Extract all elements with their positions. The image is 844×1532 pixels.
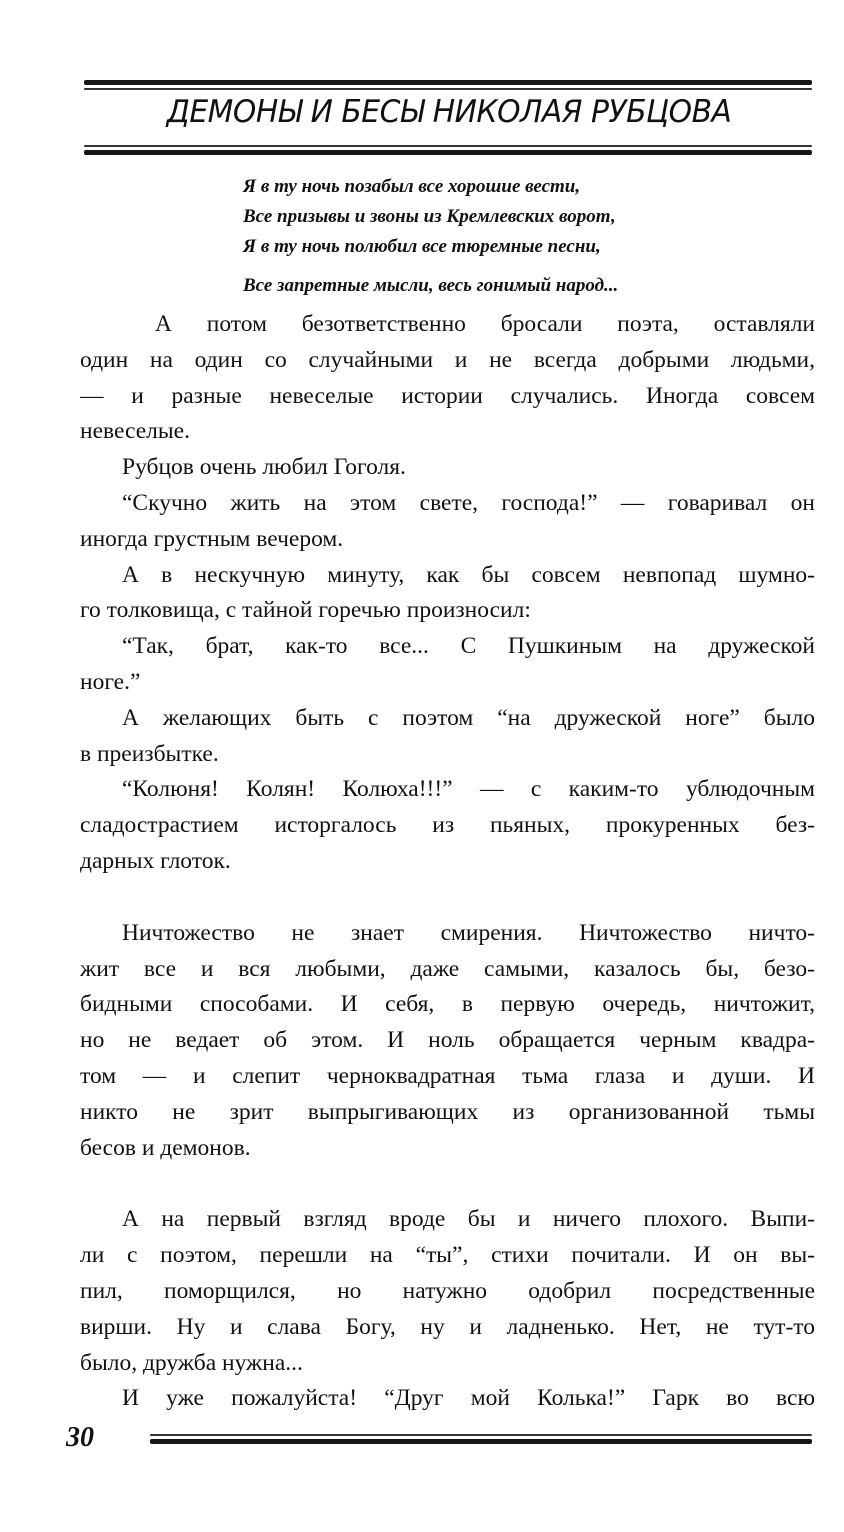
text-line: А на первый взгляд вроде бы и ничего плохого. Выпи-	[122, 1206, 815, 1233]
text-line: сладострастием исторгалось из пьяных, прокуренных без-	[80, 812, 815, 839]
text-line: Рубцов очень любил Гоголя.	[122, 454, 406, 481]
text-line: бесов и демонов.	[80, 1134, 251, 1161]
text-line: никто не зрит выпрыгивающих из организованной тьмы	[80, 1098, 815, 1125]
footer-rule	[150, 1439, 812, 1444]
text-line: Ничтожество не знает смирения. Ничтожество ничто-	[122, 919, 815, 946]
text-line: А потом безответственно бросали поэта, оставляли	[155, 311, 815, 337]
paragraph	[80, 1381, 815, 1417]
paragraph-gap	[80, 880, 815, 916]
page-number: 30	[66, 1422, 94, 1453]
running-header-title: ДЕМОНЫ И БЕСЫ НИКОЛАЯ РУБЦОВА	[166, 94, 732, 130]
header-rule-top-thin	[84, 88, 812, 90]
text-line: И уже пожалуйста! “Друг мой Колька!” Гарк во всю	[122, 1385, 815, 1412]
text-line: го толковища, с тайной горечью произносил:	[80, 597, 531, 624]
text-line: пил, поморщился, но натужно одобрил посредственные	[80, 1277, 815, 1304]
epigraph-line: Все призывы и звоны из Кремлевских ворот,	[243, 206, 616, 227]
paragraph	[80, 450, 815, 486]
text-line: но не ведает об этом. И ноль обращается черным квадра-	[80, 1027, 815, 1054]
paragraph	[80, 772, 815, 879]
text-line: в преизбытке.	[80, 740, 219, 767]
paragraph	[80, 1202, 815, 1381]
text-line: ноге.”	[80, 668, 141, 695]
epigraph-line: Все запретные мысли, весь гонимый народ...	[243, 275, 619, 296]
paragraph	[80, 307, 815, 450]
header-rule-bottom-thin	[84, 145, 812, 147]
text-line: было, дружба нужна...	[80, 1349, 303, 1376]
paragraph	[80, 486, 815, 558]
body-text	[80, 307, 815, 1417]
text-line: ли с поэтом, перешли на “ты”, стихи почитали. И он вы-	[80, 1242, 815, 1269]
text-line: иногда грустным вечером.	[80, 525, 344, 552]
text-line: жит все и вся любыми, даже самыми, казалось бы, безо-	[80, 955, 815, 982]
text-line: “Так, брат, как-то все... С Пушкиным на дружеской	[122, 633, 815, 660]
epigraph-line: Я в ту ночь полюбил все тюремные песни,	[243, 236, 601, 257]
text-line: дарных глоток.	[80, 847, 231, 874]
epigraph-poem	[243, 172, 618, 301]
text-line: “Колюня! Колян! Колюха!!!” — с каким-то ублюдочным	[122, 776, 815, 803]
header-rule-bottom	[84, 150, 812, 155]
text-line: бидными способами. И себя, в первую очередь, ничтожит,	[80, 991, 815, 1018]
paragraph	[80, 558, 815, 630]
text-line: том — и слепит черноквадратная тьма глаза и души. И	[80, 1062, 815, 1089]
paragraph-gap	[80, 1166, 815, 1202]
paragraph	[80, 701, 815, 773]
text-line: вирши. Ну и слава Богу, ну и ладненько. Нет, не тут-то	[80, 1313, 815, 1340]
text-line: “Скучно жить на этом свете, господа!” — говаривал он	[122, 489, 815, 516]
text-line: А в нескучную минуту, как бы совсем невпопад шумно-	[122, 561, 815, 588]
paragraph	[80, 916, 815, 1167]
paragraph	[80, 629, 815, 701]
text-line: А желающих быть с поэтом “на дружеской ноге” было	[122, 704, 815, 731]
footer-rule-thin	[150, 1434, 812, 1436]
text-line: — и разные невеселые истории случались. Иногда совсем	[80, 382, 815, 409]
text-line: невеселые.	[80, 418, 190, 445]
header-rule-top	[84, 80, 812, 85]
text-line: один на один со случайными и не всегда добрыми людьми,	[80, 346, 815, 373]
epigraph-line: Я в ту ночь позабыл все хорошие вести,	[243, 176, 581, 197]
